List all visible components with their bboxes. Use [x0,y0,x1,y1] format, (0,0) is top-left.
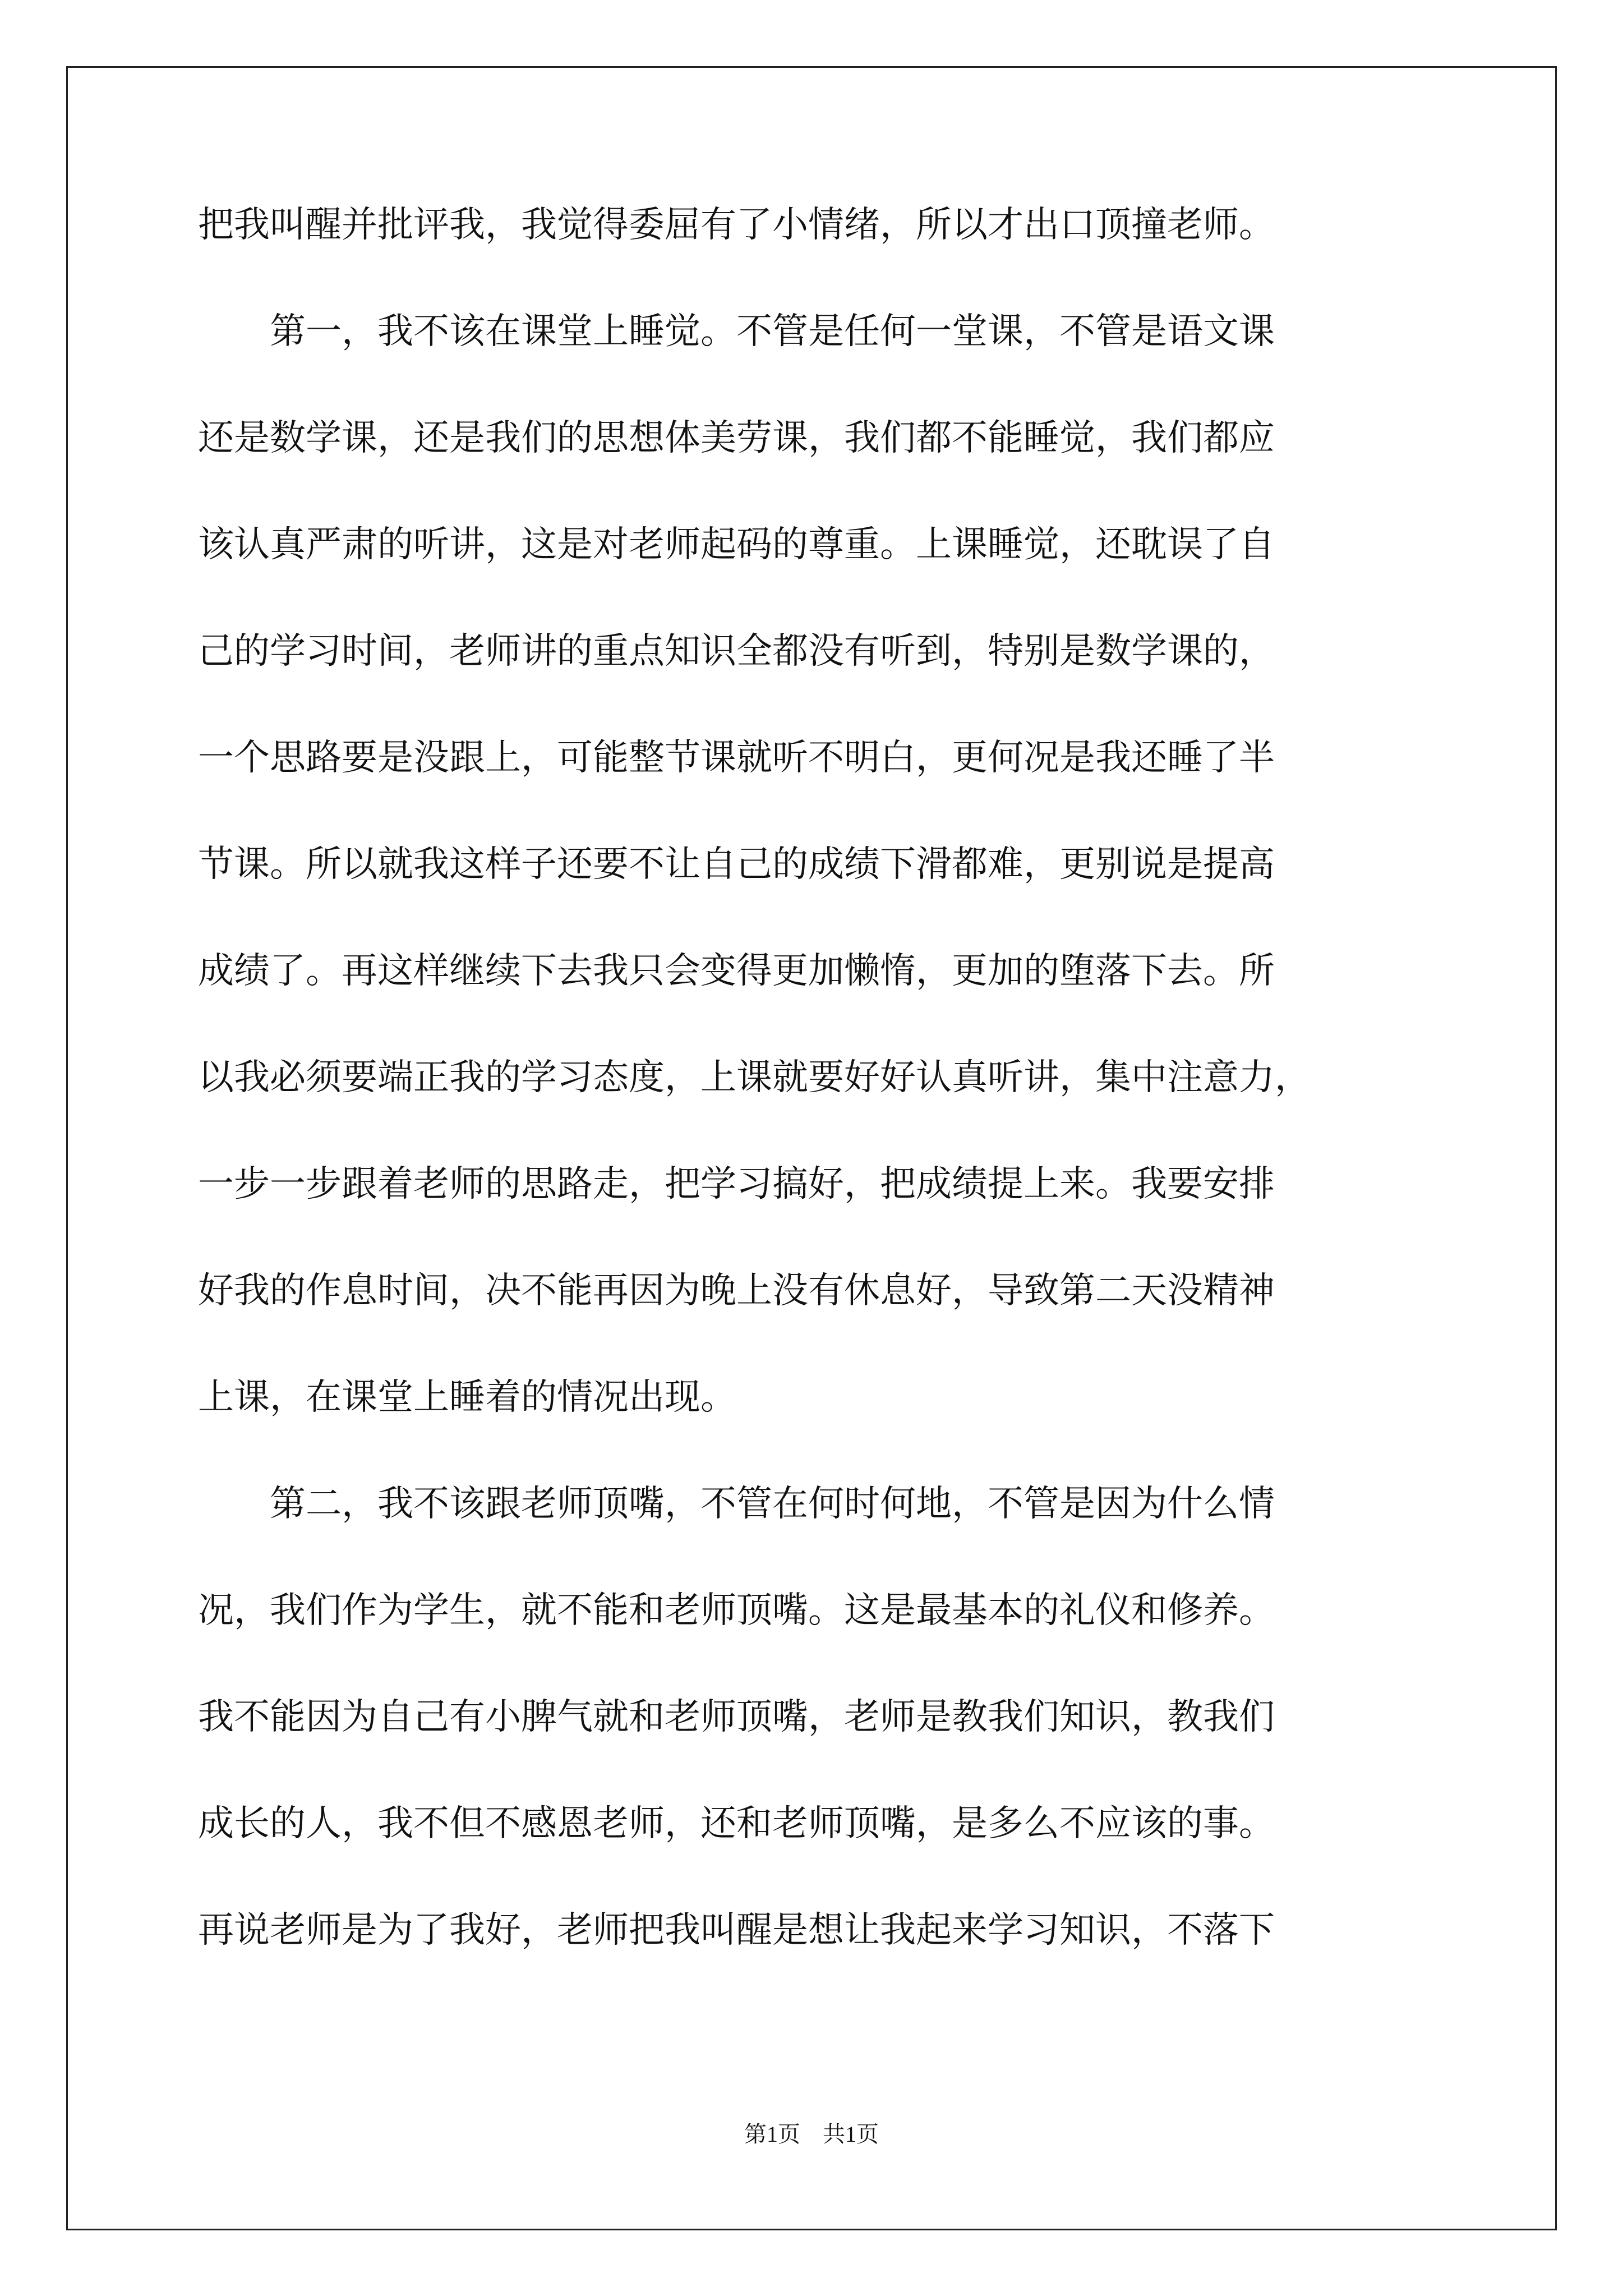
page-border [66,66,1557,2230]
text-line: 成长的人，我不但不感恩老师，还和老师顶嘴，是多么不应该的事。 [198,1803,1275,1844]
text-line: 把我叫醒并批评我，我觉得委屈有了小情绪，所以才出口顶撞老师。 [198,204,1275,246]
text-line: 上课，在课堂上睡着的情况出现。 [198,1377,736,1418]
text-line: 好我的作息时间，决不能再因为晚上没有休息好，导致第二天没精神 [198,1270,1275,1312]
text-line: 以我必须要端正我的学习态度，上课就要好好认真听讲，集中注意力， [198,1057,1311,1098]
page-number-footer: 第1页 共1页 [744,2122,879,2147]
text-line: 还是数学课，还是我们的思想体美劳课，我们都不能睡觉，我们都应 [198,417,1275,459]
text-line: 该认真严肃的听讲，这是对老师起码的尊重。上课睡觉，还耽误了自 [198,524,1275,565]
text-line: 成绩了。再这样继续下去我只会变得更加懒惰，更加的堕落下去。所 [198,950,1275,992]
text-line: 一步一步跟着老师的思路走，把学习搞好，把成绩提上来。我要安排 [198,1163,1275,1205]
text-line: 再说老师是为了我好，老师把我叫醒是想让我起来学习知识，不落下 [198,1910,1275,1951]
text-line: 节课。所以就我这样子还要不让自己的成绩下滑都难，更别说是提高 [198,844,1275,885]
text-line: 一个思路要是没跟上，可能整节课就听不明白，更何况是我还睡了半 [198,737,1275,779]
text-line: 第一，我不该在课堂上睡觉。不管是任何一堂课，不管是语文课 [198,311,1275,352]
text-line: 己的学习时间，老师讲的重点知识全都没有听到，特别是数学课的， [198,631,1275,672]
text-line: 第二，我不该跟老师顶嘴，不管在何时何地，不管是因为什么情 [198,1483,1275,1525]
text-line: 我不能因为自己有小脾气就和老师顶嘴，老师是教我们知识，教我们 [198,1696,1275,1738]
text-line: 况，我们作为学生，就不能和老师顶嘴。这是最基本的礼仪和修养。 [198,1590,1275,1631]
